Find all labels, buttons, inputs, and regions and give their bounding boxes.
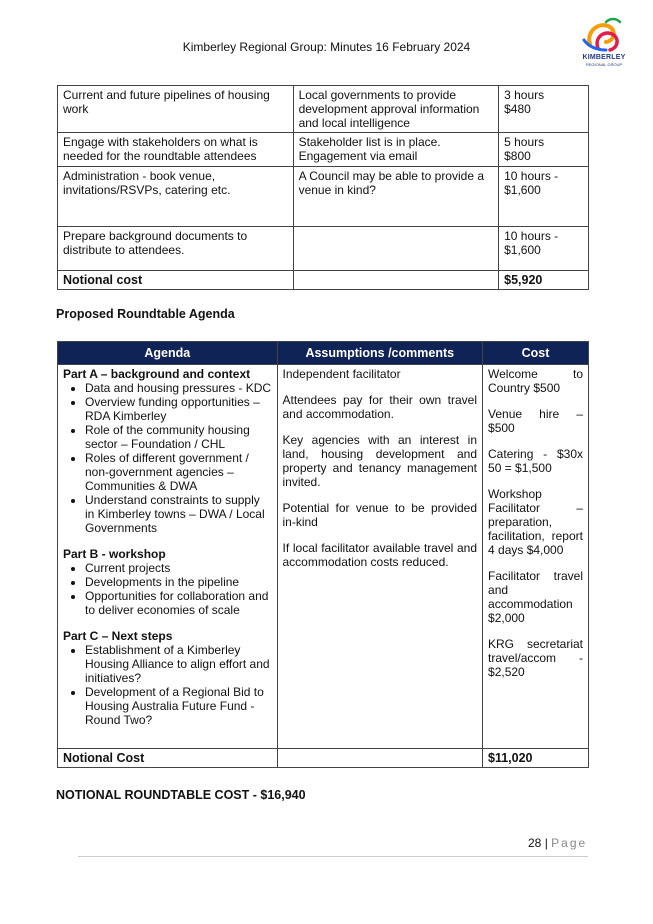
agenda-table [57, 341, 589, 768]
comment-cell: Stakeholder list is in place. Engagement via email [293, 133, 499, 167]
header-agenda: Agenda [58, 342, 278, 365]
table-row [58, 133, 589, 167]
page-number [528, 836, 587, 850]
cost-cell: 5 hours $800 [499, 133, 589, 167]
list-item: • Understand constraints to supply in Kimberley towns – DWA / Local Governments [85, 493, 272, 535]
comment-cell: A Council may be able to provide a venue in kind? [293, 167, 499, 227]
cost-cell: 3 hours $480 [499, 86, 589, 133]
part-a-title: Part A – background and context [63, 367, 251, 381]
cost-text: Welcome to Country $500 [488, 367, 583, 395]
list-item: • Developments in the pipeline [85, 575, 272, 589]
total-label: Notional Cost [58, 749, 278, 768]
task-cell: Prepare background documents to distribute to attendees. [58, 227, 294, 271]
assumptions-cell [277, 365, 483, 749]
cost-text: Workshop Facilitator – preparation, facilitation, report 4 days $4,000 [488, 487, 583, 557]
cost-cell: 10 hours - $1,600 [499, 167, 589, 227]
total-value: $5,920 [499, 271, 589, 290]
agenda-header-row [58, 342, 589, 365]
list-item: • Data and housing pressures - KDC [85, 381, 272, 395]
page-number-value: 28 [528, 836, 542, 850]
part-c-list [63, 643, 272, 727]
logo-text: KIMBERLEY [582, 54, 626, 61]
kimberley-logo [576, 14, 632, 70]
list-item: • Overview funding opportunities – RDA Kimberley [85, 395, 272, 423]
cost-breakdown-table [57, 85, 589, 290]
header-cost: Cost [483, 342, 589, 365]
cost-text: Venue hire – $500 [488, 407, 583, 435]
comment-text: If local facilitator available travel and accommodation costs reduced. [282, 541, 478, 569]
empty-cell [277, 749, 483, 768]
total-row [58, 749, 589, 768]
agenda-cell [58, 365, 278, 749]
logo-subtext: REGIONAL GROUP [585, 62, 623, 67]
cost-text: KRG secretariat travel/accom - $2,520 [488, 637, 583, 679]
table-row [58, 86, 589, 133]
total-label: Notional cost [58, 271, 294, 290]
empty-cell [293, 271, 499, 290]
comment-cell: Local governments to provide development approval information and local intelligence [293, 86, 499, 133]
task-cell: Administration - book venue, invitations/RSVPs, catering etc. [58, 167, 294, 227]
agenda-body-row [58, 365, 589, 749]
task-cell: Current and future pipelines of housing work [58, 86, 294, 133]
header-assumptions: Assumptions /comments [277, 342, 483, 365]
cost-cell [483, 365, 589, 749]
total-value: $11,020 [483, 749, 589, 768]
comment-cell [293, 227, 499, 271]
list-item: • Current projects [85, 561, 272, 575]
comment-text: Potential for venue to be provided in-kind [282, 501, 478, 529]
task-cell: Engage with stakeholders on what is needed for the roundtable attendees [58, 133, 294, 167]
cost-text: Catering - $30x 50 = $1,500 [488, 447, 583, 475]
agenda-heading: Proposed Roundtable Agenda [56, 307, 235, 321]
list-item: • Establishment of a Kimberley Housing Alliance to align effort and initiatives? [85, 643, 272, 685]
cost-cell: 10 hours - $1,600 [499, 227, 589, 271]
page-separator: | [544, 836, 548, 850]
part-a-list [63, 381, 272, 535]
comment-text: Attendees pay for their own travel and accommodation. [282, 393, 478, 421]
list-item: • Opportunities for collaboration and to deliver economies of scale [85, 589, 272, 617]
part-c-title: Part C – Next steps [63, 629, 173, 643]
list-item: • Role of the community housing sector – Foundation / CHL [85, 423, 272, 451]
total-row [58, 271, 589, 290]
list-item: • Development of a Regional Bid to Housing Australia Future Fund - Round Two? [85, 685, 272, 727]
comment-text: Independent facilitator [282, 367, 401, 381]
page-word: Page [551, 836, 588, 850]
part-b-title: Part B - workshop [63, 547, 166, 561]
footer-divider [78, 856, 588, 857]
list-item: • Roles of different government / non-government agencies – Communities & DWA [85, 451, 272, 493]
roundtable-total: NOTIONAL ROUNDTABLE COST - $16,940 [56, 788, 306, 802]
part-b-list [63, 561, 272, 617]
logo-swirl-icon [576, 14, 632, 56]
page-header-title: Kimberley Regional Group: Minutes 16 February 2024 [182, 40, 471, 54]
comment-text: Key agencies with an interest in land, housing development and property and tenancy management invited. [282, 433, 478, 489]
cost-text: Facilitator travel and accommodation $2,000 [488, 569, 583, 625]
table-row [58, 227, 589, 271]
table-row [58, 167, 589, 227]
